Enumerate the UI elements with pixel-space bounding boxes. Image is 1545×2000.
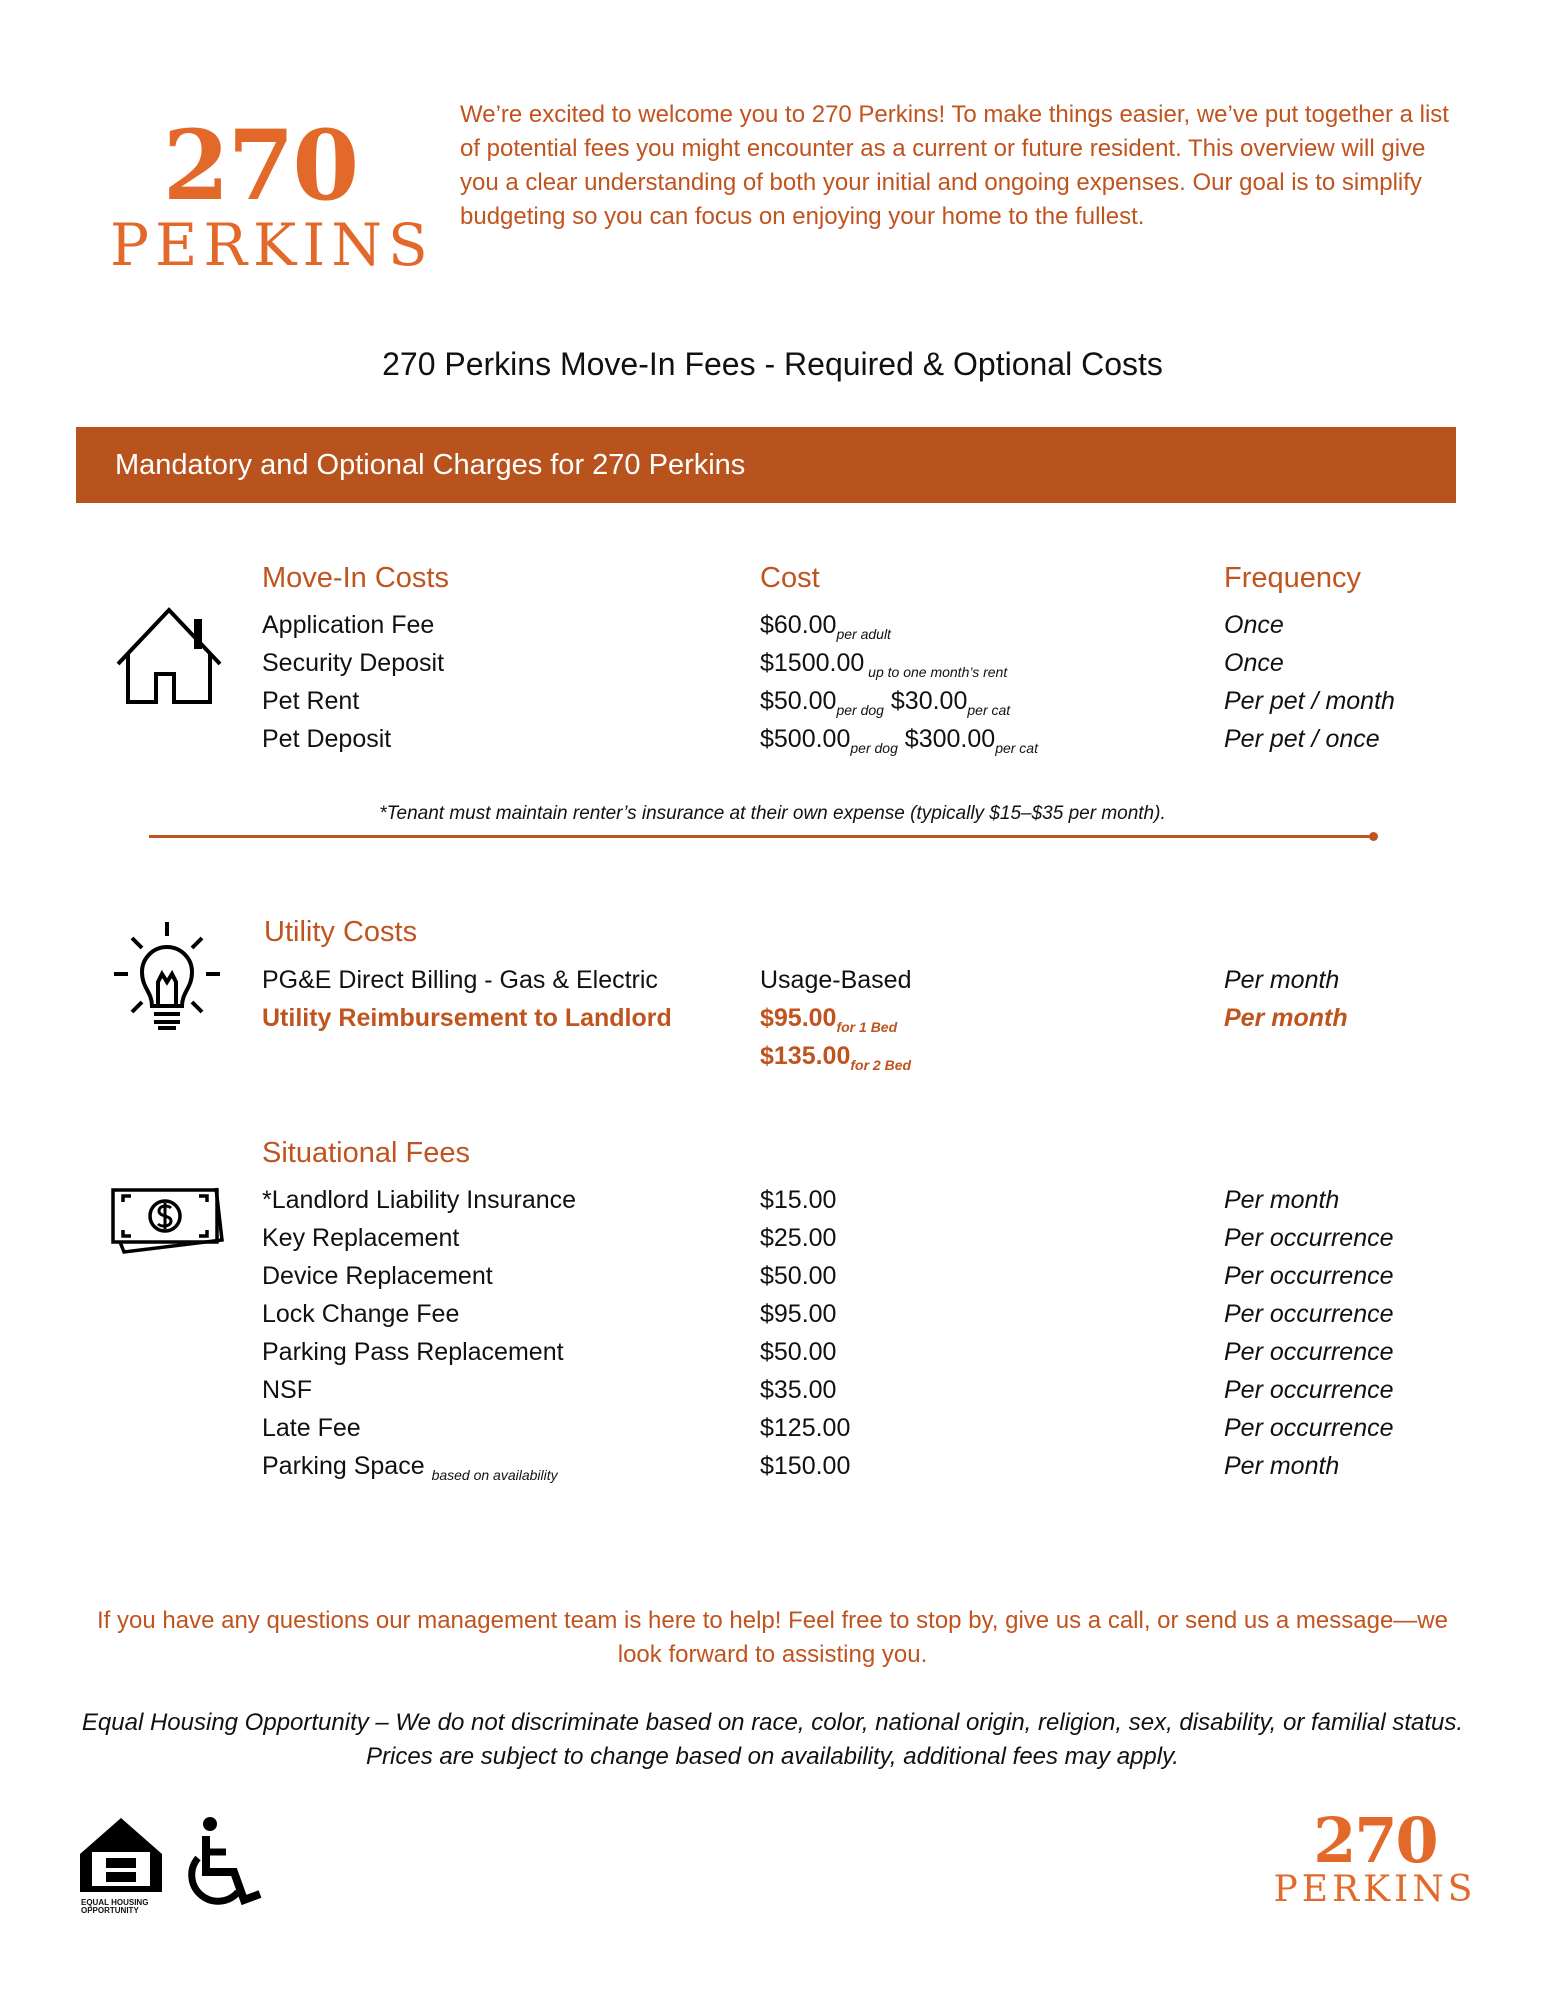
item-label: Application Fee: [262, 611, 435, 639]
closing-message: If you have any questions our management team is here to help! Feel free to stop by, give us a call, or send us a message—we look forward to assisting you.: [97, 1607, 1448, 1668]
item-frequency: Once: [1224, 649, 1284, 677]
logo-name: PERKINS: [110, 211, 434, 279]
item-frequency: Per occurrence: [1224, 1300, 1394, 1328]
move-in-header: Move-In Costs: [262, 562, 449, 594]
item-label: PG&E Direct Billing - Gas & Electric: [262, 966, 658, 994]
item-text: Late Fee: [262, 1414, 361, 1442]
cost-note: per dog: [836, 702, 884, 718]
item-frequency: Per month: [1224, 1452, 1340, 1480]
page-title: 270 Perkins Move-In Fees - Required & Optional Costs: [382, 346, 1163, 382]
item-cost: $35.00: [760, 1376, 837, 1404]
item-frequency: Per month: [1224, 1004, 1348, 1032]
equal-housing-logo-text: EQUAL HOUSING OPPORTUNITY: [81, 1898, 149, 1915]
footer-logo-number: 270: [1313, 1804, 1437, 1877]
cost-note: per cat: [995, 740, 1038, 756]
item-frequency: Per month: [1224, 966, 1340, 994]
cost-value: $1500.00: [760, 649, 865, 677]
table-row: [0, 1037, 1545, 1075]
item-label: Security Deposit: [262, 649, 445, 677]
table-row: [0, 606, 1545, 644]
item-label: [262, 1409, 361, 1447]
table-row: [0, 999, 1545, 1037]
utility-header: Utility Costs: [264, 916, 418, 948]
table-row: [0, 682, 1545, 720]
table-row: [0, 961, 1545, 999]
cost-value: $135.00: [760, 1042, 851, 1070]
item-frequency: Per pet / month: [1224, 687, 1395, 715]
table-row: [0, 1181, 1545, 1219]
item-frequency: Per occurrence: [1224, 1224, 1394, 1252]
item-label: [262, 1219, 459, 1257]
wheelchair-accessible-icon: [180, 1816, 266, 1910]
item-cost: $150.00: [760, 1452, 851, 1480]
footer-logo: [1270, 1804, 1480, 1910]
table-row: [0, 1295, 1545, 1333]
cost-value: $60.00: [760, 611, 837, 639]
insurance-footnote: *Tenant must maintain renter’s insurance at their own expense (typically $15–$35 per month).: [379, 803, 1166, 824]
item-cost: [760, 720, 1038, 767]
cost-note: per dog: [850, 740, 898, 756]
item-text: Parking Space: [262, 1452, 425, 1480]
item-frequency: Per occurrence: [1224, 1414, 1394, 1442]
intro-text: We’re excited to welcome you to 270 Perkins! To make things easier, we’ve put together a list of potential fees you might encounter as a current or future resident. This overview will give you a clear understanding of both your initial and ongoing expenses. Our goal is to simplify budgeting so you can focus on enjoying your home to the fullest.: [460, 101, 1449, 230]
item-cost: $15.00: [760, 1186, 837, 1214]
divider-dot: [1369, 832, 1378, 841]
item-label: [262, 1295, 459, 1333]
item-text: *Landlord Liability Insurance: [262, 1186, 577, 1214]
item-label: [262, 1371, 312, 1409]
item-text: Parking Pass Replacement: [262, 1338, 564, 1366]
table-row: [0, 1371, 1545, 1409]
item-cost: Usage-Based: [760, 966, 912, 994]
cost-note: up to one month’s rent: [864, 664, 1008, 680]
item-cost: $95.00: [760, 1300, 837, 1328]
footer-logo-name: PERKINS: [1273, 1869, 1477, 1910]
item-cost: [760, 1037, 911, 1084]
cost-value: $500.00: [760, 725, 851, 753]
equal-housing-logo: [76, 1816, 166, 1915]
item-frequency: Per pet / once: [1224, 725, 1380, 753]
table-row: [0, 720, 1545, 758]
item-frequency: Per occurrence: [1224, 1262, 1394, 1290]
situational-header: Situational Fees: [262, 1137, 470, 1169]
item-label: [262, 1447, 558, 1494]
item-label: Pet Rent: [262, 687, 360, 715]
item-cost: $50.00: [760, 1338, 837, 1366]
item-note: based on availability: [431, 1467, 558, 1483]
equal-housing-icon: [76, 1816, 166, 1894]
table-row: [0, 1447, 1545, 1485]
item-cost: $50.00: [760, 1262, 837, 1290]
logo-number: 270: [162, 109, 358, 222]
item-label: Utility Reimbursement to Landlord: [262, 1004, 672, 1032]
item-cost: $125.00: [760, 1414, 851, 1442]
table-row: [0, 644, 1545, 682]
item-label: [262, 1257, 493, 1295]
item-label: Pet Deposit: [262, 725, 392, 753]
cost-value: $300.00: [897, 725, 996, 753]
item-text: Device Replacement: [262, 1262, 493, 1290]
cost-note: for 2 Bed: [850, 1057, 912, 1073]
cost-value: $50.00: [760, 687, 837, 715]
item-frequency: Per occurrence: [1224, 1376, 1394, 1404]
item-cost: $25.00: [760, 1224, 837, 1252]
table-row: [0, 1409, 1545, 1447]
item-text: NSF: [262, 1376, 312, 1404]
item-label: [262, 1181, 576, 1219]
item-frequency: Once: [1224, 611, 1284, 639]
item-label: [262, 1333, 564, 1371]
cost-value: $95.00: [760, 1004, 837, 1032]
table-row: [0, 1257, 1545, 1295]
item-frequency: Per occurrence: [1224, 1338, 1394, 1366]
item-text: Lock Change Fee: [262, 1300, 460, 1328]
cost-note: per adult: [836, 626, 891, 642]
item-frequency: Per month: [1224, 1186, 1340, 1214]
cost-value: $30.00: [883, 687, 968, 715]
logo: [110, 109, 434, 279]
cost-note: for 1 Bed: [836, 1019, 898, 1035]
cost-note: per cat: [967, 702, 1011, 718]
equal-housing-statement: Equal Housing Opportunity – We do not discriminate based on race, color, national origin, religion, sex, disability, or familial status. Prices are subject to change based on availability, additional fees may apply.: [81, 1709, 1464, 1770]
divider: [149, 835, 1374, 838]
table-row: [0, 1333, 1545, 1371]
section-banner: Mandatory and Optional Charges for 270 Perkins: [76, 427, 1456, 503]
cost-header: Cost: [760, 562, 820, 594]
item-text: Key Replacement: [262, 1224, 460, 1252]
frequency-header: Frequency: [1224, 562, 1362, 594]
table-row: [0, 1219, 1545, 1257]
